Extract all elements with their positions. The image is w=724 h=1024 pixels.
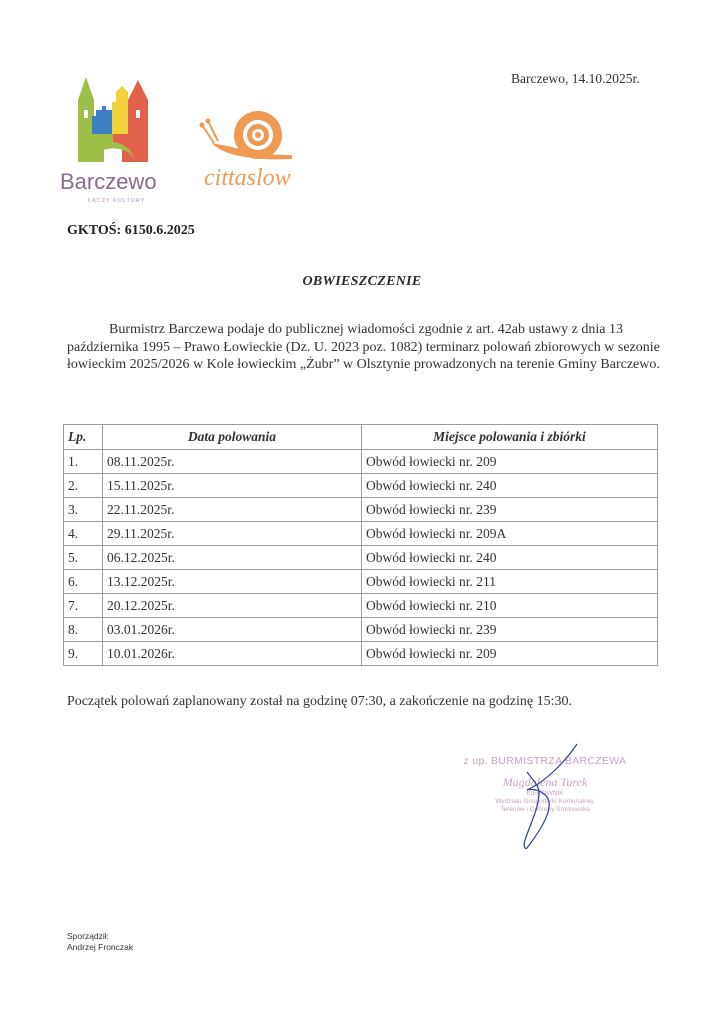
cell-date: 06.12.2025r. — [103, 546, 362, 570]
cell-place: Obwód łowiecki nr. 239 — [362, 498, 658, 522]
stamp-authority: z up. BURMISTRZA BARCZEWA — [463, 755, 627, 767]
table-row — [64, 522, 658, 546]
table-row — [64, 546, 658, 570]
header-lp: Lp. — [64, 425, 103, 450]
cell-lp: 3. — [64, 498, 103, 522]
cell-place: Obwód łowiecki nr. 210 — [362, 594, 658, 618]
cittaslow-logo-text: cittaslow — [204, 165, 291, 191]
place-date: Barczewo, 14.10.2025r. — [511, 71, 640, 86]
cell-place: Obwód łowiecki nr. 211 — [362, 570, 658, 594]
reference-number: GKTOŚ: 6150.6.2025 — [67, 223, 195, 238]
cell-date: 08.11.2025r. — [103, 450, 362, 474]
cell-date: 15.11.2025r. — [103, 474, 362, 498]
stamp-position: KIEROWNIK — [526, 790, 564, 797]
cell-lp: 9. — [64, 642, 103, 666]
cell-lp: 2. — [64, 474, 103, 498]
cell-date: 22.11.2025r. — [103, 498, 362, 522]
hunt-hours-note: Początek polowań zaplanowany został na godzinę 07:30, a zakończenie na godzinę 15:30. — [67, 694, 572, 709]
table-row — [64, 570, 658, 594]
hunt-schedule-table — [63, 424, 658, 666]
table-row — [64, 618, 658, 642]
cell-place: Obwód łowiecki nr. 240 — [362, 546, 658, 570]
handwritten-signature-icon — [505, 742, 585, 852]
announcement-body: Burmistrz Barczewa podaje do publicznej wiadomości zgodnie z art. 42ab ustawy z dnia 13 października 1995 – Prawo Łowieckie (Dz. U. 2023 poz. 1082) terminarz polowań zbiorowych w sezonie łowieckim 2025/2026 w Kole łowieckim „Żubr” w Olsztynie prowadzonych na terenie Gminy Barczewo. — [67, 322, 660, 373]
prepared-name: Andrzej Fronczak — [67, 942, 134, 952]
table-row — [64, 450, 658, 474]
cell-date: 13.12.2025r. — [103, 570, 362, 594]
svg-text:ŁĄCZY KULTURY: ŁĄCZY KULTURY — [88, 198, 146, 204]
cell-lp: 6. — [64, 570, 103, 594]
cittaslow-logo — [192, 95, 302, 195]
table-row — [64, 642, 658, 666]
stamp-department-2: Terenów i Ochrony Środowiska — [500, 806, 590, 813]
header-date: Data polowania — [103, 425, 362, 450]
stamp-department-1: Wydziału Gospodarki Komunalnej, — [495, 798, 595, 805]
cell-date: 10.01.2026r. — [103, 642, 362, 666]
cell-lp: 4. — [64, 522, 103, 546]
cell-lp: 8. — [64, 618, 103, 642]
cell-date: 03.01.2026r. — [103, 618, 362, 642]
barczewo-logo-text: Barczewo — [60, 169, 157, 194]
table-row — [64, 474, 658, 498]
table-header-row — [64, 425, 658, 450]
stamp-signatory: Magdalena Turek — [502, 775, 588, 789]
cell-place: Obwód łowiecki nr. 209 — [362, 642, 658, 666]
cell-place: Obwód łowiecki nr. 209 — [362, 450, 658, 474]
snail-icon — [200, 111, 293, 159]
cell-date: 29.11.2025r. — [103, 522, 362, 546]
cell-lp: 1. — [64, 450, 103, 474]
prepared-by — [67, 931, 133, 953]
cell-place: Obwód łowiecki nr. 240 — [362, 474, 658, 498]
cell-lp: 5. — [64, 546, 103, 570]
cell-place: Obwód łowiecki nr. 209A — [362, 522, 658, 546]
barczewo-logo — [58, 72, 183, 207]
table-row — [64, 594, 658, 618]
cell-lp: 7. — [64, 594, 103, 618]
header-place: Miejsce polowania i zbiórki — [362, 425, 658, 450]
document-title: OBWIESZCZENIE — [302, 274, 422, 289]
cell-date: 20.12.2025r. — [103, 594, 362, 618]
barczewo-towers-icon — [78, 77, 148, 162]
table-row — [64, 498, 658, 522]
prepared-label: Sporządził: — [67, 931, 110, 941]
cell-place: Obwód łowiecki nr. 239 — [362, 618, 658, 642]
